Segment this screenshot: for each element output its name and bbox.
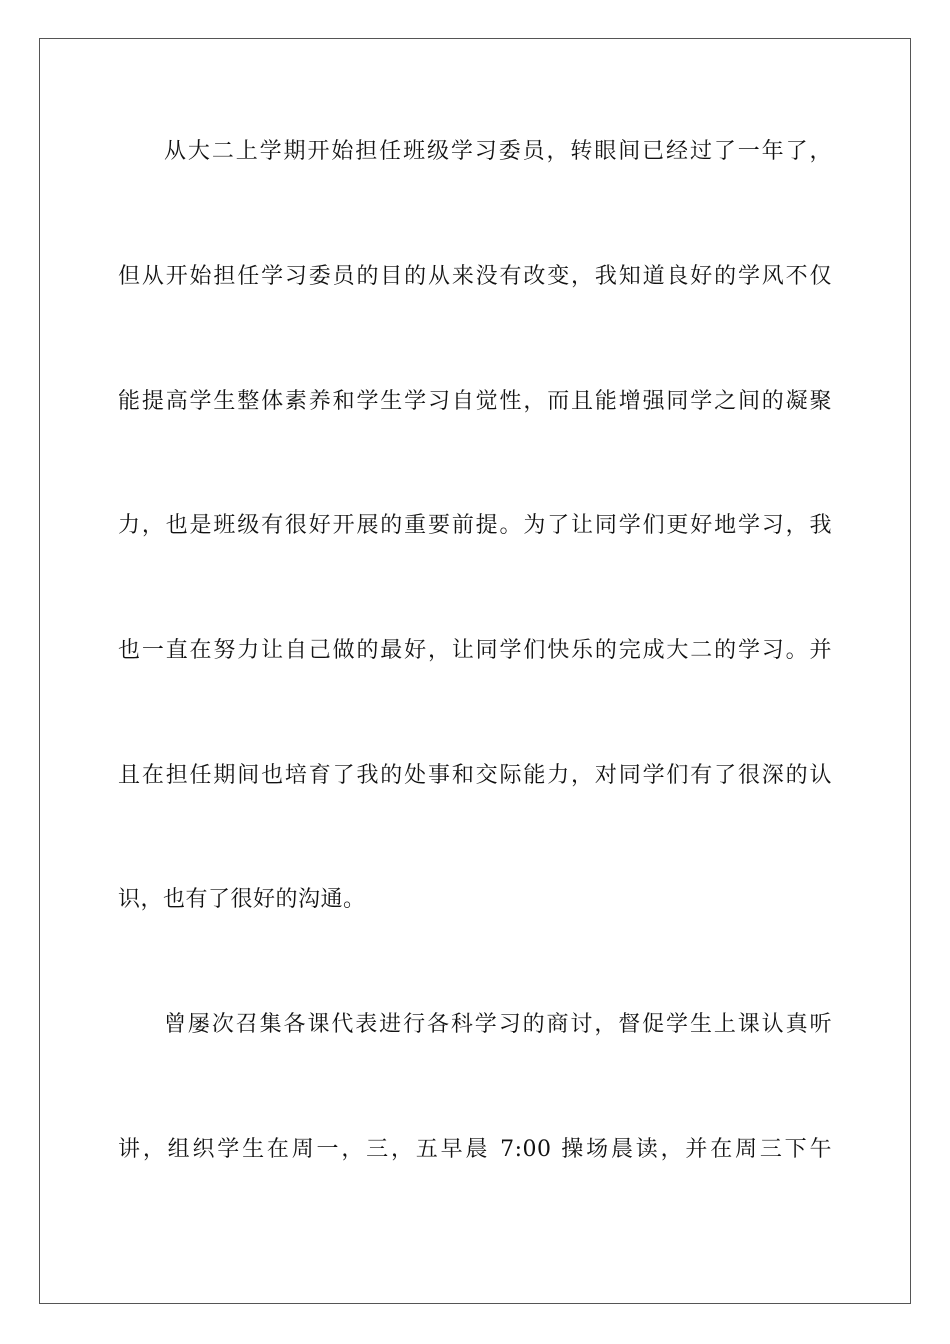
paragraph-line: 且在担任期间也培育了我的处事和交际能力，对同学们有了很深的认 [118, 763, 832, 788]
paragraph-line: 讲，组织学生在周一，三，五早晨 7:00 操场晨读，并在周三下午 [118, 1137, 832, 1162]
paragraph-line: 曾屡次召集各课代表进行各科学习的商讨，督促学生上课认真听 [164, 1012, 832, 1037]
page-border [39, 38, 911, 1304]
paragraph-line: 识，也有了很好的沟通。 [118, 887, 366, 912]
paragraph-line: 从大二上学期开始担任班级学习委员，转眼间已经过了一年了， [164, 139, 832, 164]
paragraph-line: 力，也是班级有很好开展的重要前提。为了让同学们更好地学习，我 [118, 513, 832, 538]
paragraph-line: 但从开始担任学习委员的目的从来没有改变，我知道良好的学风不仅 [118, 264, 832, 289]
paragraph-line: 能提高学生整体素养和学生学习自觉性，而且能增强同学之间的凝聚 [118, 389, 832, 414]
paragraph-line: 也一直在努力让自己做的最好，让同学们快乐的完成大二的学习。并 [118, 638, 832, 663]
